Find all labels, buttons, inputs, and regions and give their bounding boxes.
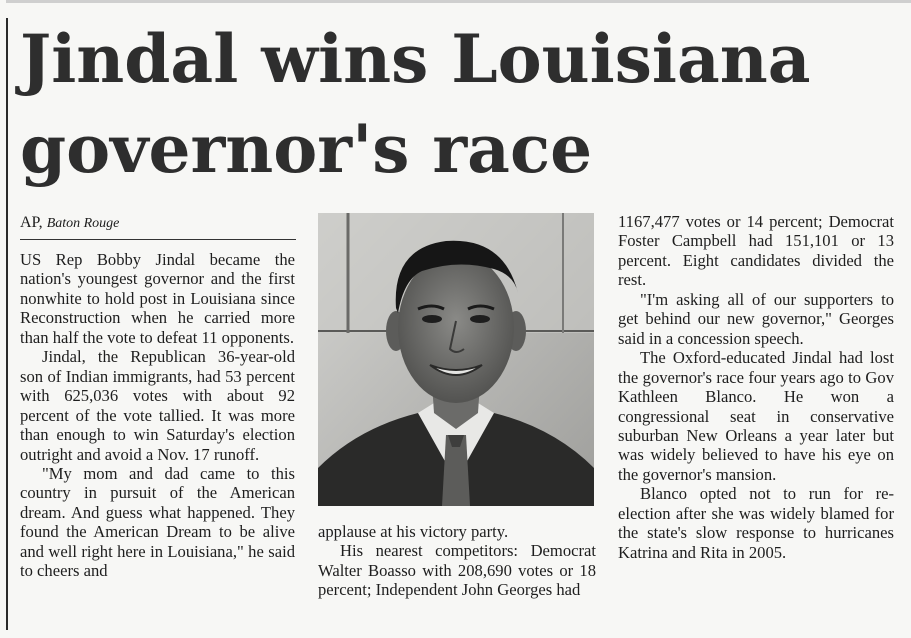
paragraph: His nearest competitors: Democrat Walter Boasso with 208,690 votes or 18 percent; Independent John Georges had <box>318 541 596 600</box>
paragraph: "I'm asking all of our supporters to get behind our new governor," Georges said in a concession speech. <box>618 289 894 348</box>
headline: Jindal wins Louisiana governor's race <box>20 20 811 188</box>
paragraph: "My mom and dad came to this country in pursuit of the American dream. And guess what happened. They found the American Dream to be alive and well right here in Louisiana," he said to cheers and <box>20 463 295 581</box>
byline-agency: AP, <box>20 214 43 231</box>
paragraph: 1167,477 votes or 14 percent; Democrat Foster Campbell had 151,101 or 13 percent. Eight candidates divided the rest. <box>618 212 894 290</box>
portrait-photo-drawing <box>318 213 594 506</box>
paragraph: The Oxford-educated Jindal had lost the governor's race four years ago to Gov Kathleen Blanco. He won a congressional seat in conservative suburban New Orleans a year later but was widely believed to have his eye on the governor's mansion. <box>618 348 894 484</box>
byline-location: Baton Rouge <box>46 216 120 231</box>
top-border <box>6 0 911 3</box>
column-border <box>6 18 8 630</box>
byline-divider <box>20 239 296 240</box>
article-column-3 <box>618 212 894 562</box>
portrait-photo <box>318 213 594 506</box>
article-column-1 <box>20 250 295 581</box>
paragraph: applause at his victory party. <box>318 522 509 541</box>
paragraph: Jindal, the Republican 36-year-old son of Indian immigrants, had 53 percent with 625,036 votes with about 92 percent of the vote tallied. It was more than enough to win Saturday's election outright and avoid a Nov. 17 runoff. <box>20 347 295 464</box>
paragraph: US Rep Bobby Jindal became the nation's youngest governor and the first nonwhite to hold post in Louisiana since Reconstruction when he carried more than half the vote to defeat 11 opponents. <box>20 250 295 347</box>
paragraph: Blanco opted not to run for re-election after she was widely blamed for the state's slow response to hurricanes Katrina and Rita in 2005. <box>618 484 894 562</box>
byline <box>20 214 119 232</box>
article-column-2 <box>318 522 596 600</box>
